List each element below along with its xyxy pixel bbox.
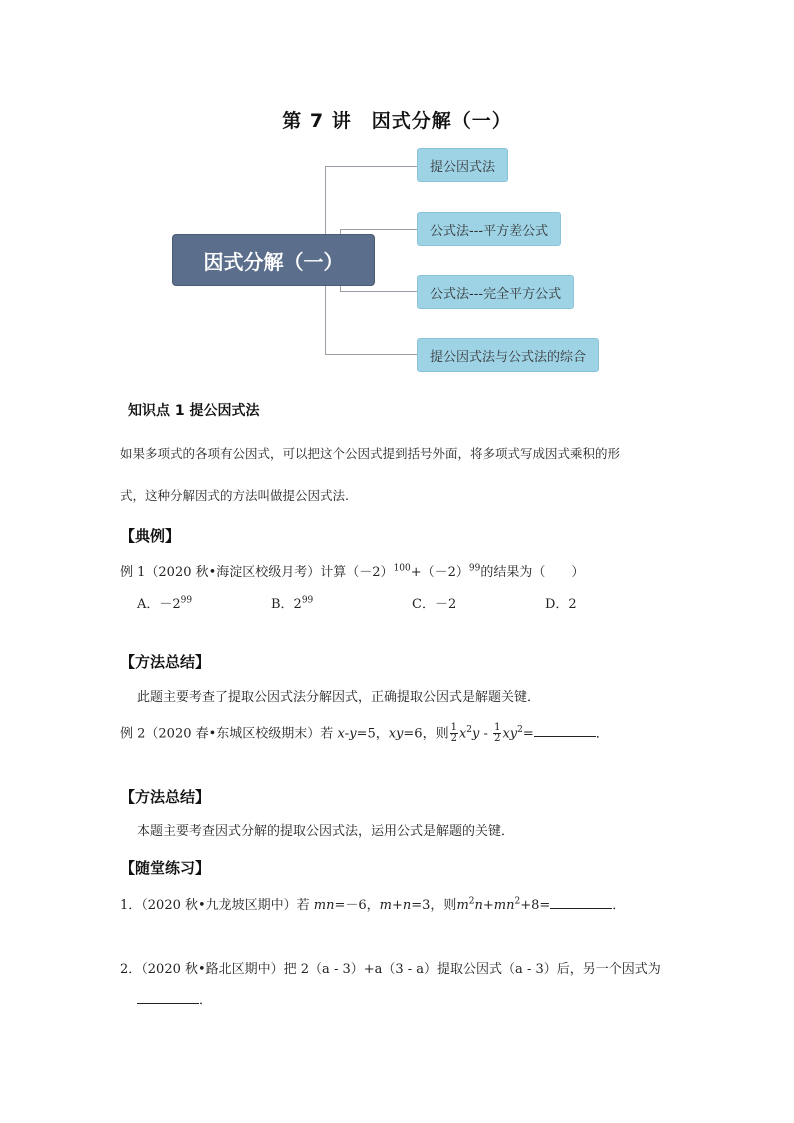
method-summary-heading-1: 【方法总结】 [120,653,211,671]
mindmap-root: 因式分解（一） [172,234,375,286]
answer-blank-practice-2[interactable] [137,990,199,1004]
knowledge-heading: 知识点 1 提公因式法 [128,403,260,419]
knowledge-paragraph-line1: 如果多项式的各项有公因式，可以把这个公因式提到括号外面，将多项式写成因式乘积的形 [120,446,621,461]
example-1-option-d: D．2 [545,597,577,612]
mindmap-link-1 [325,166,417,167]
mindmap-link-3 [340,291,417,292]
mindmap-branch-2: 公式法---平方差公式 [417,212,561,246]
practice-question-1: 1．（2020 秋•九龙坡区期中）若 mn=－6，m+n=3，则$m^2n+mn^2+8=$ ． [120,896,626,913]
fraction-one-half: $\frac{1}{2}$ [450,722,457,745]
answer-blank-ex2[interactable] [534,723,596,737]
mindmap-branch-4: 提公因式法与公式法的综合 [417,338,599,372]
example-2-question: 例 2（2020 春•东城区校级期末）若 x-y=5，xy=6，则 $\frac{1}{2}$ $x^2y$ - $\frac{1}{2}$ $xy^2=$ ． [120,722,609,745]
mindmap-link-4 [325,354,417,355]
typical-heading: 【典例】 [120,527,181,545]
example-1-option-a: A．$-2^{99}$ [137,595,193,612]
example-1-option-b: B．$2^{99}$ [271,595,314,612]
page-title: 第 7 讲 因式分解（一） [282,110,512,132]
mindmap-link-2 [340,229,417,230]
example-1-question: 例 1（2020 秋•海淀区校级月考）计算$(-2)^{100}+(-2)^{99}$的结果为（ ） [120,563,585,580]
example-1-option-c: C．－2 [412,597,457,612]
practice-heading: 【随堂练习】 [120,859,211,877]
method-summary-heading-2: 【方法总结】 [120,788,211,806]
method-summary-text-1: 此题主要考查了提取公因式法分解因式，正确提取公因式是解题关键． [137,690,541,705]
fraction-one-half-2: $\frac{1}{2}$ [494,722,501,745]
mindmap-branch-1: 提公因式法 [417,148,508,182]
practice-question-2-answer-line: ． [137,989,212,1008]
answer-blank-practice-1[interactable] [550,895,612,909]
mindmap-branch-3: 公式法---完全平方公式 [417,275,574,309]
knowledge-paragraph-line2: 式，这种分解因式的方法叫做提公因式法. [120,488,349,503]
method-summary-text-2: 本题主要考查因式分解的提取公因式法，运用公式是解题的关键． [137,824,515,839]
practice-question-2: 2．（2020 秋•路北区期中）把 2（a - 3）+a（3 - a）提取公因式（a - 3）后，另一个因式为 [120,962,661,977]
